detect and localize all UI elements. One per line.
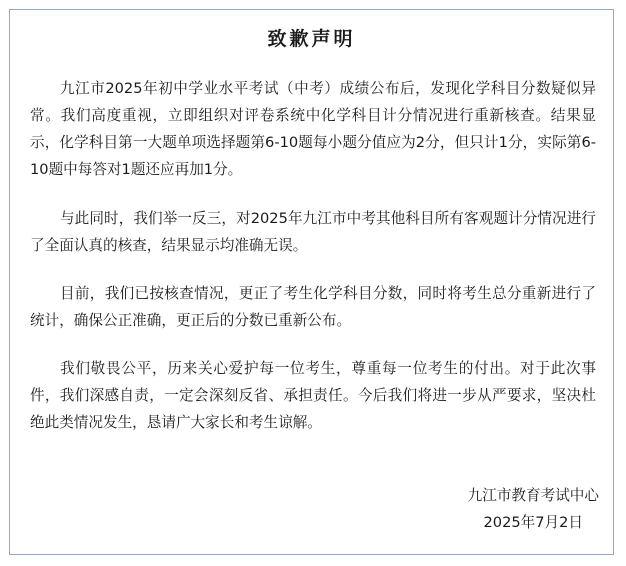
statement-frame bbox=[9, 9, 614, 555]
signature-date: 2025年7月2日 bbox=[483, 514, 583, 531]
paragraph-scores-corrected: 目前，我们已按核查情况，更正了考生化学科目分数，同时将考生总分重新进行了统计，确保公正准确，更正后的分数已重新公布。 bbox=[30, 285, 596, 329]
signature-organization: 九江市教育考试中心 bbox=[467, 487, 599, 504]
paragraph-issue-found: 九江市2025年初中学业水平考试（中考）成绩公布后，发现化学科目分数疑似异常。我们高度重视，立即组织对评卷系统中化学科目计分情况进行重新核查。结果显示，化学科目第一大题单项选择题第6-10题每小题分值应为2分，但只计1分，实际第6-10题中每答对1题还应再加1分。 bbox=[30, 80, 596, 178]
paragraph-other-subjects-checked: 与此同时，我们举一反三，对2025年九江市中考其他科目所有客观题计分情况进行了全面认真的核查，结果显示均准确无误。 bbox=[30, 210, 596, 254]
statement-title: 致歉声明 bbox=[267, 28, 356, 50]
paragraph-apology: 我们敬畏公平，历来关心爱护每一位考生，尊重每一位考生的付出。对于此次事件，我们深感自责，一定会深刻反省、承担责任。今后我们将进一步从严要求，坚决杜绝此类情况发生，恳请广大家长和考生谅解。 bbox=[30, 360, 596, 431]
